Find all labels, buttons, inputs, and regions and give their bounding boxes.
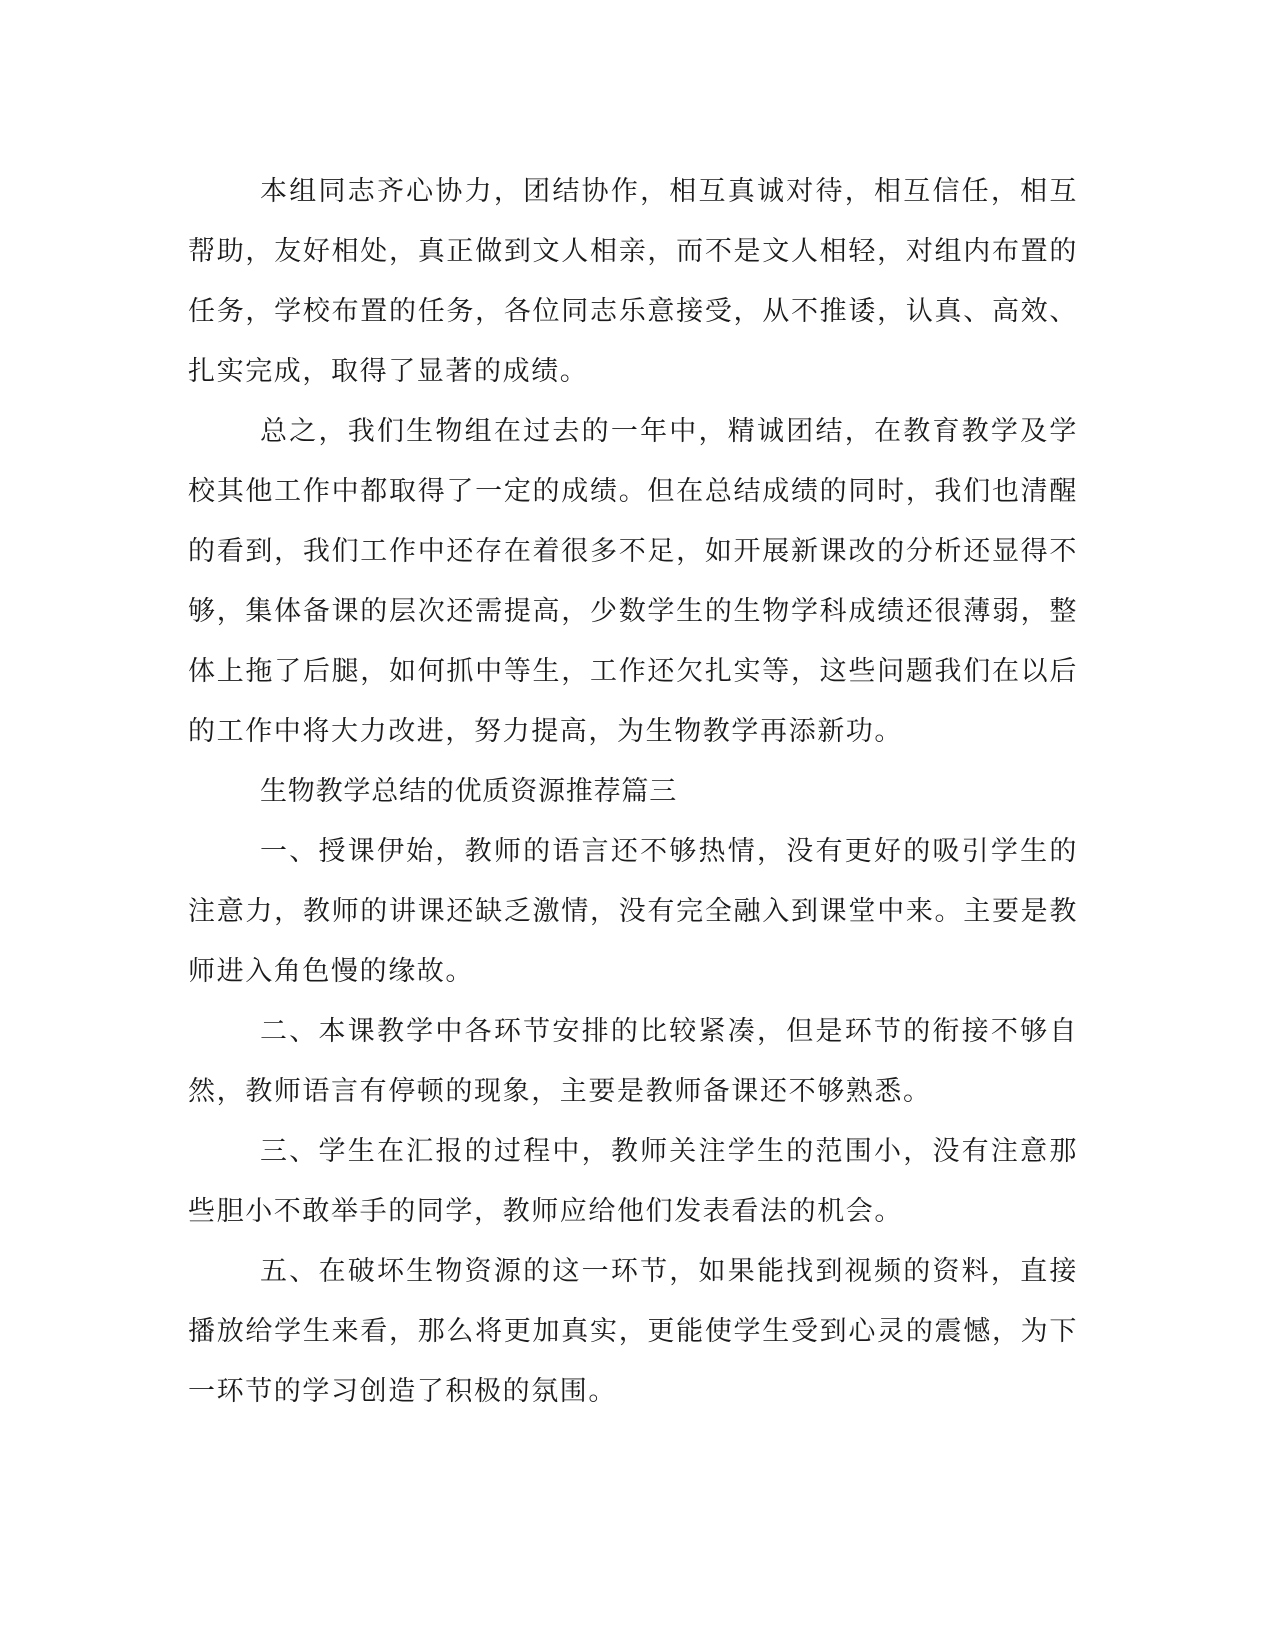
paragraph-point-5: 五、在破坏生物资源的这一环节，如果能找到视频的资料，直接播放给学生来看，那么将更加真实，更能使学生受到心灵的震憾，为下一环节的学习创造了积极的氛围。 [188, 1256, 1078, 1407]
paragraph-summary: 总之，我们生物组在过去的一年中，精诚团结，在教育教学及学校其他工作中都取得了一定的成绩。但在总结成绩的同时，我们也清醒的看到，我们工作中还存在着很多不足，如开展新课改的分析还显得不够，集体备课的层次还需提高，少数学生的生物学科成绩还很薄弱，整体上拖了后腿，如何抓中等生，工作还欠扎实等，这些问题我们在以后的工作中将大力改进，努力提高，为生物教学再添新功。 [188, 416, 1078, 747]
section-heading: 生物教学总结的优质资源推荐篇三 [260, 776, 677, 807]
paragraph-point-3: 三、学生在汇报的过程中，教师关注学生的范围小，没有注意那些胆小不敢举手的同学，教师应给他们发表看法的机会。 [188, 1136, 1078, 1227]
paragraph-teamwork: 本组同志齐心协力，团结协作，相互真诚对待，相互信任，相互帮助，友好相处，真正做到文人相亲，而不是文人相轻，对组内布置的任务，学校布置的任务，各位同志乐意接受，从不推诿，认真、高效、扎实完成，取得了显著的成绩。 [188, 176, 1078, 387]
paragraph-point-2: 二、本课教学中各环节安排的比较紧凑，但是环节的衔接不够自然，教师语言有停顿的现象，主要是教师备课还不够熟悉。 [188, 1016, 1078, 1107]
document-body [188, 162, 1078, 1422]
paragraph-point-1: 一、授课伊始，教师的语言还不够热情，没有更好的吸引学生的注意力，教师的讲课还缺乏激情，没有完全融入到课堂中来。主要是教师进入角色慢的缘故。 [188, 836, 1078, 987]
